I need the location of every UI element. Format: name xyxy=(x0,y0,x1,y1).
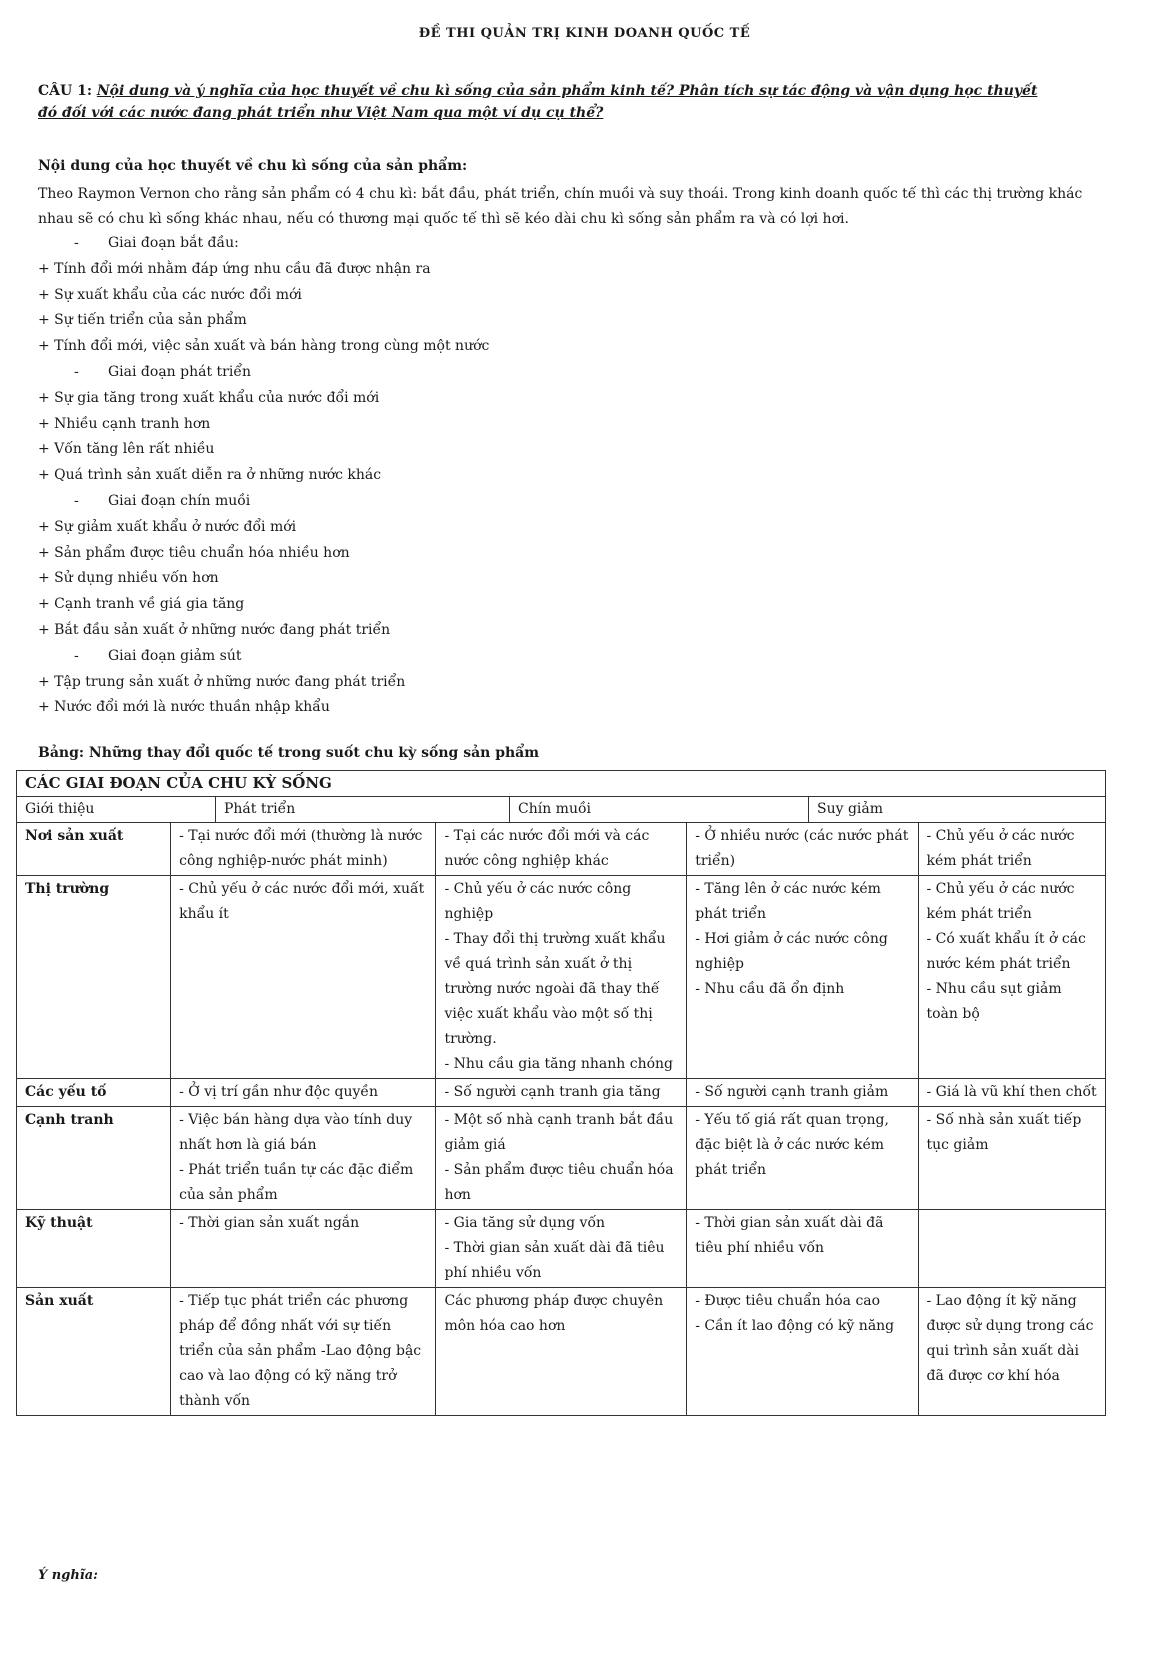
cell-line: - Gia tăng sử dụng vốn xyxy=(444,1215,606,1231)
table-row xyxy=(17,823,1106,876)
cell-line: - Lao động ít kỹ năng được sử dụng trong các qui trình sản xuất dài đã được cơ khí hóa xyxy=(926,1293,1094,1384)
cell-line: - Tại nước đổi mới (thường là nước công nghiệp-nước phát minh) xyxy=(179,828,423,869)
row-header: Các yếu tố xyxy=(17,1079,171,1107)
outline-item: + Bắt đầu sản xuất ở những nước đang phát triển xyxy=(38,621,391,638)
row-header: Thị trường xyxy=(17,876,171,1079)
table-row xyxy=(17,1079,1106,1107)
table-cell xyxy=(436,1210,687,1288)
stage-heading-text: Giai đoạn chín muồi xyxy=(108,492,251,509)
stage-heading-text: Giai đoạn phát triển xyxy=(108,363,251,380)
table-cell xyxy=(918,1210,1106,1288)
cell-line: - Nhu cầu gia tăng nhanh chóng xyxy=(444,1056,674,1072)
cell-line: - Hơi giảm ở các nước công nghiệp xyxy=(695,931,888,972)
stage-heading xyxy=(38,489,738,515)
table-cell xyxy=(171,1288,436,1416)
table-cell xyxy=(171,1210,436,1288)
table-caption: Bảng: Những thay đổi quốc tế trong suốt chu kỳ sống sản phẩm xyxy=(38,745,540,761)
stage-heading xyxy=(38,231,738,257)
cell-line: - Một số nhà cạnh tranh bắt đầu giảm giá xyxy=(444,1112,674,1153)
outline-item: + Vốn tăng lên rất nhiều xyxy=(38,441,215,458)
table-cell xyxy=(687,876,918,1079)
table-cell xyxy=(436,1107,687,1210)
cell-line: - Có xuất khẩu ít ở các nước kém phát triển xyxy=(926,931,1086,972)
phase-header-cell xyxy=(17,797,1106,823)
cell-line: - Yếu tố giá rất quan trọng, đặc biệt là ở các nước kém phát triển xyxy=(695,1112,889,1178)
table-cell xyxy=(171,1107,436,1210)
cell-line: - Được tiêu chuẩn hóa cao xyxy=(695,1293,881,1309)
table-row xyxy=(17,1288,1106,1416)
row-header: Nơi sản xuất xyxy=(17,823,171,876)
row-header: Cạnh tranh xyxy=(17,1107,171,1210)
dash-bullet: - xyxy=(74,235,79,251)
outline-item: + Tập trung sản xuất ở những nước đang phát triển xyxy=(38,673,406,690)
stage-outline-list xyxy=(38,231,738,721)
table-cell xyxy=(918,1079,1106,1107)
table-cell xyxy=(687,1210,918,1288)
cell-line: - Tiếp tục phát triển các phương pháp để đồng nhất với sự tiến triển của sản phẩm -Lao động bậc cao và lao động có kỹ năng trở thành vốn xyxy=(179,1293,422,1409)
table-banner-row xyxy=(17,771,1106,797)
cell-line: - Ở vị trí gần như độc quyền xyxy=(179,1084,379,1100)
outline-item: + Nhiều cạnh tranh hơn xyxy=(38,415,211,432)
cell-line: Các phương pháp được chuyên môn hóa cao hơn xyxy=(444,1293,664,1334)
table-cell xyxy=(171,876,436,1079)
table-cell xyxy=(436,823,687,876)
cell-line: - Thay đổi thị trường xuất khẩu về quá trình sản xuất ở thị trường nước ngoài đã thay thế việc xuất khẩu vào một số thị trường. xyxy=(444,931,666,1047)
outline-item: + Sản phẩm được tiêu chuẩn hóa nhiều hơn xyxy=(38,544,350,561)
row-header: Kỹ thuật xyxy=(17,1210,171,1288)
cell-line: - Thời gian sản xuất dài đã tiêu phí nhiều vốn xyxy=(444,1240,665,1281)
table-cell xyxy=(687,1079,918,1107)
table-banner: CÁC GIAI ĐOẠN CỦA CHU KỲ SỐNG xyxy=(17,771,1106,797)
cell-line: - Chủ yếu ở các nước đổi mới, xuất khẩu ít xyxy=(179,881,425,922)
cell-line: - Tại các nước đổi mới và các nước công nghiệp khác xyxy=(444,828,650,869)
cell-line: - Cần ít lao động có kỹ năng xyxy=(695,1318,895,1334)
outline-item: + Quá trình sản xuất diễn ra ở những nước khác xyxy=(38,467,382,484)
outline-item: + Cạnh tranh về giá gia tăng xyxy=(38,596,245,613)
table-row xyxy=(17,1210,1106,1288)
lifecycle-table xyxy=(16,770,1106,1416)
table-cell xyxy=(918,876,1106,1079)
table-phase-row xyxy=(17,797,1106,823)
cell-line: - Giá là vũ khí then chốt xyxy=(926,1084,1097,1100)
outline-item: + Tính đổi mới, việc sản xuất và bán hàng trong cùng một nước xyxy=(38,338,490,355)
stage-heading-text: Giai đoạn giảm sút xyxy=(108,647,242,664)
cell-line: - Chủ yếu ở các nước kém phát triển xyxy=(926,828,1075,869)
stage-heading-text: Giai đoạn bắt đầu: xyxy=(108,235,239,251)
cell-line: - Thời gian sản xuất dài đã tiêu phí nhiều vốn xyxy=(695,1215,884,1256)
cell-line: - Việc bán hàng dựa vào tính duy nhất hơn là giá bán xyxy=(179,1112,413,1153)
table-cell xyxy=(687,823,918,876)
intro-paragraph: Theo Raymon Vernon cho rằng sản phẩm có 4 chu kì: bắt đầu, phát triển, chín muồi và suy thoái. Trong kinh doanh quốc tế thì các thị trường khác nhau sẽ có chu kì sống khác nhau, nếu có thương mại quốc tế thì sẽ kéo dài chu kì sống sản phẩm ra và có lợi hơi. xyxy=(38,186,1083,227)
cell-line: - Tăng lên ở các nước kém phát triển xyxy=(695,881,881,922)
table-cell xyxy=(687,1288,918,1416)
stage-heading xyxy=(38,644,738,670)
phase-header: Suy giảm xyxy=(817,801,884,817)
outline-item: + Sự tiến triển của sản phẩm xyxy=(38,312,247,329)
table-cell xyxy=(687,1107,918,1210)
phase-header: Chín muồi xyxy=(510,797,809,822)
table-cell xyxy=(436,1288,687,1416)
table-cell xyxy=(436,876,687,1079)
table-cell xyxy=(171,1079,436,1107)
table-cell xyxy=(918,1107,1106,1210)
table-cell xyxy=(918,823,1106,876)
row-header: Sản xuất xyxy=(17,1288,171,1416)
table-row xyxy=(17,876,1106,1079)
outline-item: + Tính đổi mới nhằm đáp ứng nhu cầu đã được nhận ra xyxy=(38,260,431,277)
table-cell xyxy=(436,1079,687,1107)
cell-line: - Nhu cầu sụt giảm toàn bộ xyxy=(926,981,1062,1022)
cell-line: - Nhu cầu đã ổn định xyxy=(695,981,845,997)
cell-line: - Chủ yếu ở các nước kém phát triển xyxy=(926,881,1075,922)
question-label: CÂU 1: xyxy=(38,83,92,99)
footer-note: Ý nghĩa: xyxy=(38,1568,98,1583)
cell-line: - Số người cạnh tranh giảm xyxy=(695,1084,889,1100)
outline-item: + Sự giảm xuất khẩu ở nước đổi mới xyxy=(38,518,297,535)
cell-line: - Phát triển tuần tự các đặc điểm của sản phẩm xyxy=(179,1162,414,1203)
outline-item: + Sử dụng nhiều vốn hơn xyxy=(38,570,219,587)
cell-line: - Số người cạnh tranh gia tăng xyxy=(444,1084,661,1100)
dash-bullet: - xyxy=(74,647,79,664)
outline-item: + Nước đổi mới là nước thuần nhập khẩu xyxy=(38,699,330,716)
dash-bullet: - xyxy=(74,492,79,509)
cell-line: - Chủ yếu ở các nước công nghiệp xyxy=(444,881,632,922)
stage-heading xyxy=(38,360,738,386)
section-heading: Nội dung của học thuyết về chu kì sống của sản phẩm: xyxy=(38,158,468,174)
phase-header: Giới thiệu xyxy=(25,797,216,822)
cell-line: - Số nhà sản xuất tiếp tục giảm xyxy=(926,1112,1082,1153)
table-row xyxy=(17,1107,1106,1210)
question-text: Nội dung và ý nghĩa của học thuyết về chu kì sống của sản phẩm kinh tế? Phân tích sự tác động và vận dụng học thuyết đó đối với các nước đang phát triển như Việt Nam qua một ví dụ cụ thể? xyxy=(38,83,1038,121)
cell-line: - Thời gian sản xuất ngắn xyxy=(179,1215,360,1231)
question-block xyxy=(38,80,1048,124)
phase-header: Phát triển xyxy=(216,797,510,822)
cell-line: - Ở nhiều nước (các nước phát triển) xyxy=(695,828,909,869)
cell-line: - Sản phẩm được tiêu chuẩn hóa hơn xyxy=(444,1162,674,1203)
outline-item: + Sự gia tăng trong xuất khẩu của nước đổi mới xyxy=(38,389,380,406)
table-cell xyxy=(171,823,436,876)
table-cell xyxy=(918,1288,1106,1416)
outline-item: + Sự xuất khẩu của các nước đổi mới xyxy=(38,286,302,303)
dash-bullet: - xyxy=(74,363,79,380)
document-title: ĐỀ THI QUẢN TRỊ KINH DOANH QUỐC TẾ xyxy=(418,26,751,41)
